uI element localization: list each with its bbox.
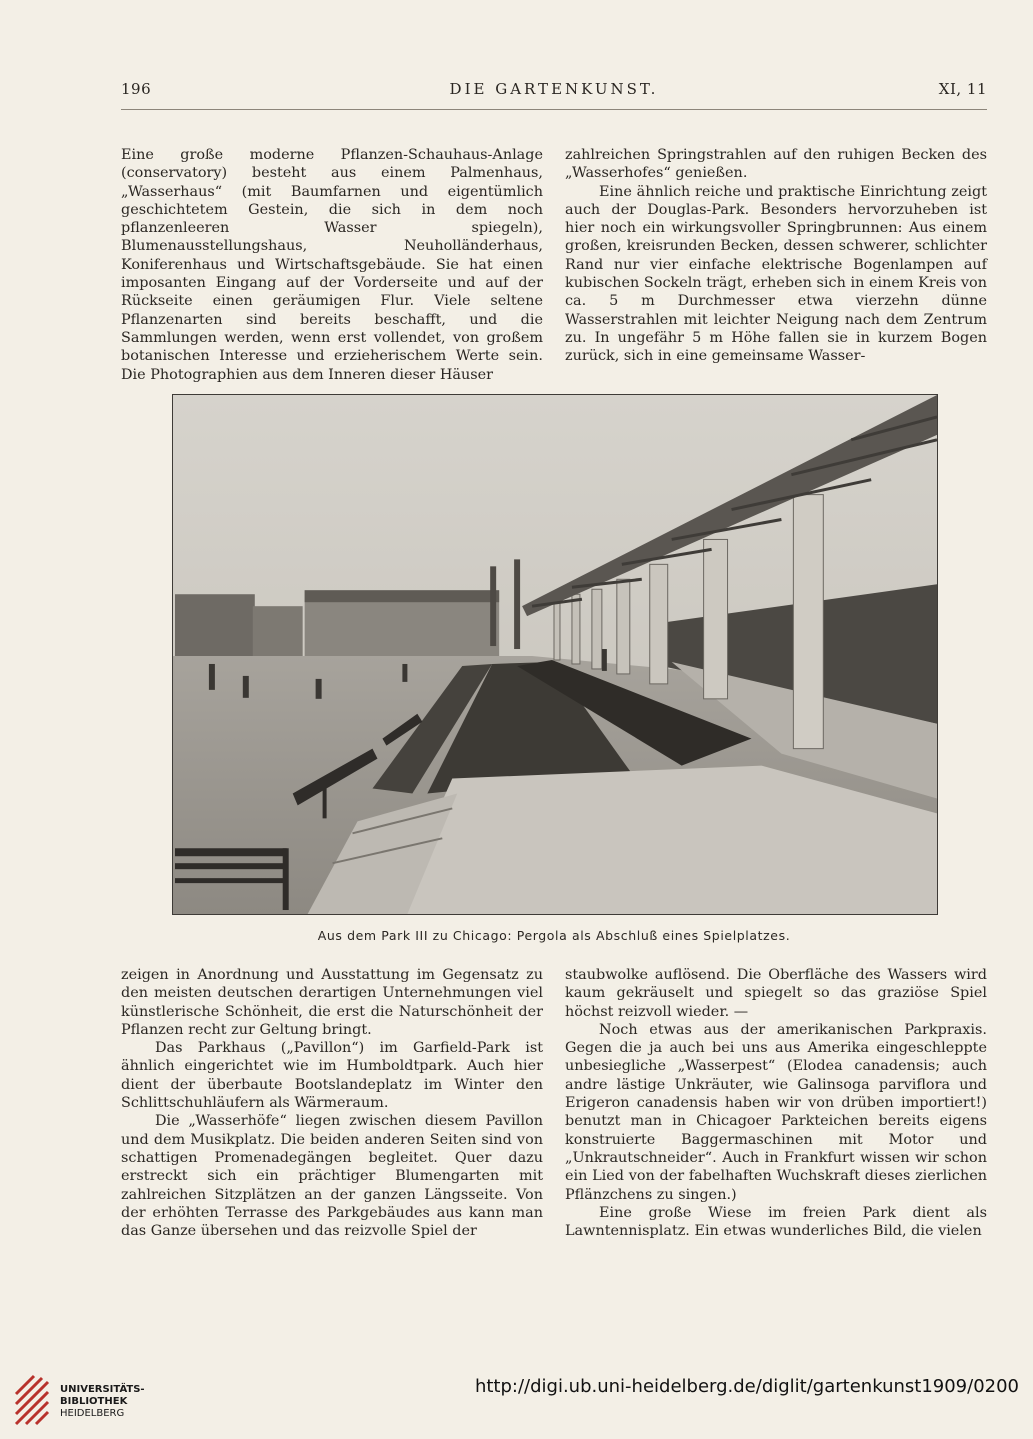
library-name bbox=[60, 1384, 145, 1420]
paragraph: Eine ähnlich reiche und praktische Einrichtung zeigt auch der Douglas-Park. Besonders hervorzuheben ist hier noch ein wirkungsvoller Springbrunnen: Aus einem großen, kreisrunden Becken, dessen schwerer, schlichter Rand nur vier einfache elektrische Bogenlampen auf kubischen Sockeln trägt, erheben sich in einem Kreis von ca. 5 m Durchmesser etwa vierzehn dünne Wasserstrahlen mit leichter Neigung nach dem Zentrum zu. In ungefähr 5 m Höhe fallen sie in kurzem Bogen zurück, sich in eine gemeinsame Wasser- bbox=[565, 183, 987, 365]
source-url-link[interactable]: http://digi.ub.uni-heidelberg.de/diglit/gartenkunst1909/0200 bbox=[474, 1376, 1019, 1397]
heidelberg-library-icon bbox=[12, 1374, 52, 1430]
running-head bbox=[121, 80, 987, 102]
paragraph: Noch etwas aus der amerikanischen Parkpraxis. Gegen die ja auch bei uns aus Amerika eingeschleppte unbesiegliche „Wasserpest“ (Elodea canadensis; auch andre lästige Unkräuter, wie Galinsoga parviflora und Erigeron canadensis haben wir von drüben importiert!) benutzt man in Chicagoer Parkteichen bereits eigens konstruierte Baggermaschinen mit Motor und „Unkrautschneider“. Auch in Frankfurt wissen wir schon ein Lied von der fabelhaften Wuchskraft dieses zierlichen Pflänzchens zu singen.) bbox=[565, 1021, 987, 1203]
library-line-3: HEIDELBERG bbox=[60, 1408, 125, 1419]
header-rule bbox=[121, 109, 987, 110]
journal-title: DIE GARTENKUNST. bbox=[449, 80, 659, 98]
paragraph: Eine große Wiese im freien Park dient als Lawntennisplatz. Ein etwas wunderliches Bild, die vielen bbox=[565, 1204, 987, 1240]
park-photograph bbox=[172, 394, 938, 915]
paragraph: zeigen in Anordnung und Ausstattung im Gegensatz zu den meisten deutschen derartigen Unternehmungen viel künstlerische Schönheit, die erst die Naturschönheit der Pflanzen recht zur Geltung bringt. bbox=[121, 967, 543, 1038]
library-line-1: UNIVERSITÄTS- bbox=[60, 1384, 145, 1395]
column-top-right bbox=[565, 146, 987, 366]
paragraph: Das Parkhaus („Pavillon“) im Garfield-Park ist ähnlich eingerichtet wie im Humboldtpark. Auch hier dient der überbaute Bootslandeplatz im Winter den Schlittschuhläufern als Wärmeraum. bbox=[121, 1040, 543, 1112]
column-bottom-right bbox=[565, 966, 987, 1240]
paragraph: staubwolke auflösend. Die Oberfläche des Wassers wird kaum gekräuselt und spiegelt so das graziöse Spiel höchst reizvoll wieder. — bbox=[565, 967, 987, 1020]
page-number: 196 bbox=[121, 80, 152, 98]
column-top-left bbox=[121, 146, 543, 384]
column-bottom-left bbox=[121, 966, 543, 1240]
volume-issue: XI, 11 bbox=[938, 80, 987, 98]
library-line-2: BIBLIOTHEK bbox=[60, 1396, 128, 1407]
paragraph: Eine große moderne Pflanzen-Schauhaus-Anlage (conservatory) besteht aus einem Palmenhaus, „Wasserhaus“ (mit Baumfarnen und eigentümlich geschichtetem Gestein, die sich in dem noch pflanzenleeren Wasser spiegeln), Blumenausstellungshaus, Neuholländerhaus, Koniferenhaus und Wirtschaftsgebäude. Sie hat einen imposanten Eingang auf der Vorderseite und auf der Rückseite einen geräumigen Flur. Viele seltene Pflanzenarten sind bereits beschafft, und die Sammlungen werden, wenn erst vollendet, von großem botanischen Interesse und erzieherischem Werte sein. Die Photographien aus dem Inneren dieser Häuser bbox=[121, 147, 543, 383]
paragraph: Die „Wasserhöfe“ liegen zwischen diesem Pavillon und dem Musikplatz. Die beiden anderen Seiten sind von schattigen Promenadegängen begleitet. Quer dazu erstreckt sich ein prächtiger Blumengarten mit zahlreichen Sitzplätzen an der ganzen Längsseite. Von der erhöhten Terrasse des Parkgebäudes aus kann man das Ganze übersehen und das reizvolle Spiel der bbox=[121, 1113, 543, 1240]
figure-caption: Aus dem Park III zu Chicago: Pergola als Abschluß eines Spielplatzes. bbox=[317, 928, 791, 943]
paragraph: zahlreichen Springstrahlen auf den ruhigen Becken des „Wasserhofes“ genießen. bbox=[565, 147, 987, 182]
pergola-photo-illustration bbox=[173, 395, 937, 914]
library-logo bbox=[12, 1374, 172, 1430]
